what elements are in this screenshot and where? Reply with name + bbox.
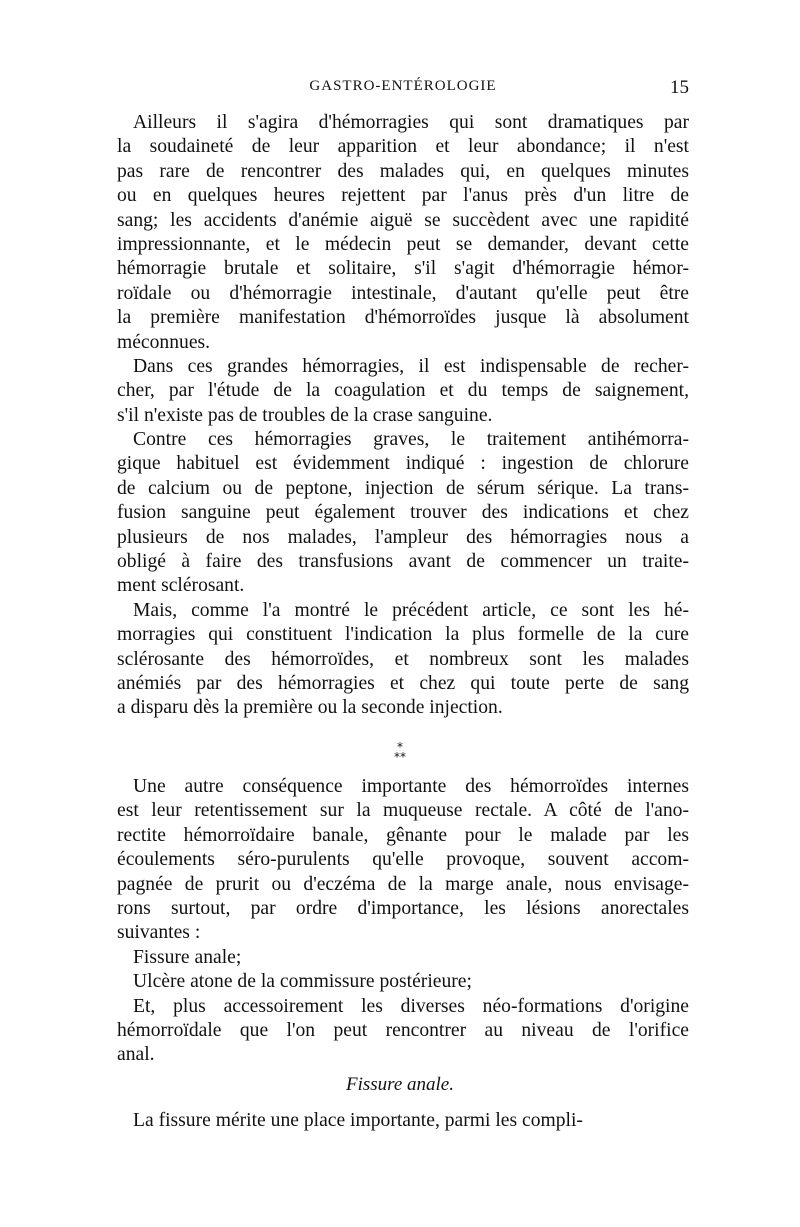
paragraph-line: Et, plus accessoirement les diverses néo-formations d'origine — [133, 995, 689, 1017]
paragraph-line: la première manifestation d'hémorroïdes jusque là absolument — [117, 307, 689, 329]
body-text — [117, 111, 689, 1131]
paragraph-line: Une autre conséquence importante des hémorroïdes internes — [133, 776, 689, 797]
paragraph-line: Fissure anale; — [133, 946, 242, 968]
paragraph-line: Contre ces hémorragies graves, le traitement antihémorra- — [133, 429, 689, 451]
paragraph-line: La fissure mérite une place importante, parmi les compli- — [133, 1110, 583, 1131]
paragraph-line: s'il n'existe pas de troubles de la crase sanguine. — [117, 404, 493, 426]
page-number: 15 — [670, 77, 689, 98]
paragraph-line: anal. — [117, 1044, 155, 1066]
paragraph-line: morragies qui constituent l'indication la plus formelle de la cure — [117, 624, 689, 646]
paragraph-line: gique habituel est évidemment indiqué : ingestion de chlorure — [117, 453, 689, 475]
paragraph-line: de calcium ou de peptone, injection de sérum sérique. La trans- — [117, 477, 689, 499]
running-head: GASTRO-ENTÉROLOGIE — [309, 78, 497, 94]
paragraph-line: est leur retentissement sur la muqueuse rectale. A côté de l'ano- — [117, 800, 689, 822]
separator-star-bottom: ** — [394, 750, 406, 764]
paragraph-line: a disparu dès la première ou la seconde injection. — [117, 697, 503, 719]
paragraph-line: la soudaineté de leur apparition et leur abondance; il n'est — [117, 136, 689, 158]
separator-star-top: * — [397, 740, 403, 754]
paragraph-line: plusieurs de nos malades, l'ampleur des hémorragies nous a — [117, 526, 689, 548]
paragraph-line: sclérosante des hémorroïdes, et nombreux sont les malades — [117, 648, 689, 670]
paragraph-line: Dans ces grandes hémorragies, il est indispensable de recher- — [133, 355, 689, 377]
paragraph-line: sang; les accidents d'anémie aiguë se succèdent avec une rapidité — [117, 209, 689, 231]
text-block-end — [117, 1109, 689, 1133]
paragraph-line: ment sclérosant. — [117, 575, 245, 597]
text-block-bottom — [117, 775, 689, 1068]
paragraph-line: pagnée de prurit ou d'eczéma de la marge anale, nous envisage- — [117, 873, 689, 895]
paragraph-line: Mais, comme l'a montré le précédent article, ce sont les hé- — [133, 599, 689, 621]
paragraph-line: impressionnante, et le médecin peut se demander, devant cette — [117, 233, 689, 255]
paragraph-line: obligé à faire des transfusions avant de commencer un traite- — [117, 551, 689, 573]
section-separator — [0, 742, 800, 762]
paragraph-line: ou en quelques heures rejettent par l'anus près d'un litre de — [117, 185, 689, 207]
paragraph-line: écoulements séro-purulents qu'elle provoque, souvent accom- — [117, 849, 689, 871]
section-title: Fissure anale. — [345, 1074, 454, 1095]
paragraph-line: hémorragie brutale et solitaire, s'il s'agit d'hémorragie hémor- — [117, 258, 689, 280]
paragraph-line: fusion sanguine peut également trouver des indications et chez — [117, 502, 689, 524]
paragraph-line: cher, par l'étude de la coagulation et du temps de saignement, — [117, 380, 689, 402]
paragraph-line: hémorroïdale que l'on peut rencontrer au niveau de l'orifice — [117, 1019, 689, 1041]
paragraph-line: rons surtout, par ordre d'importance, les lésions anorectales — [117, 897, 689, 919]
text-block-top — [117, 111, 689, 721]
paragraph-line: rectite hémorroïdaire banale, gênante pour le malade par les — [117, 824, 689, 846]
paragraph-line: roïdale ou d'hémorragie intestinale, d'autant qu'elle peut être — [117, 282, 689, 304]
paragraph-line: suivantes : — [117, 922, 201, 944]
paragraph-line: Ulcère atone de la commissure postérieure; — [133, 971, 472, 993]
page-header — [117, 78, 689, 102]
paragraph-line: anémiés par des hémorragies et chez qui toute perte de sang — [117, 672, 689, 694]
paragraph-line: Ailleurs il s'agira d'hémorragies qui sont dramatiques par — [133, 112, 689, 133]
paragraph-line: pas rare de rencontrer des malades qui, en quelques minutes — [117, 160, 689, 182]
paragraph-line: méconnues. — [117, 331, 211, 353]
